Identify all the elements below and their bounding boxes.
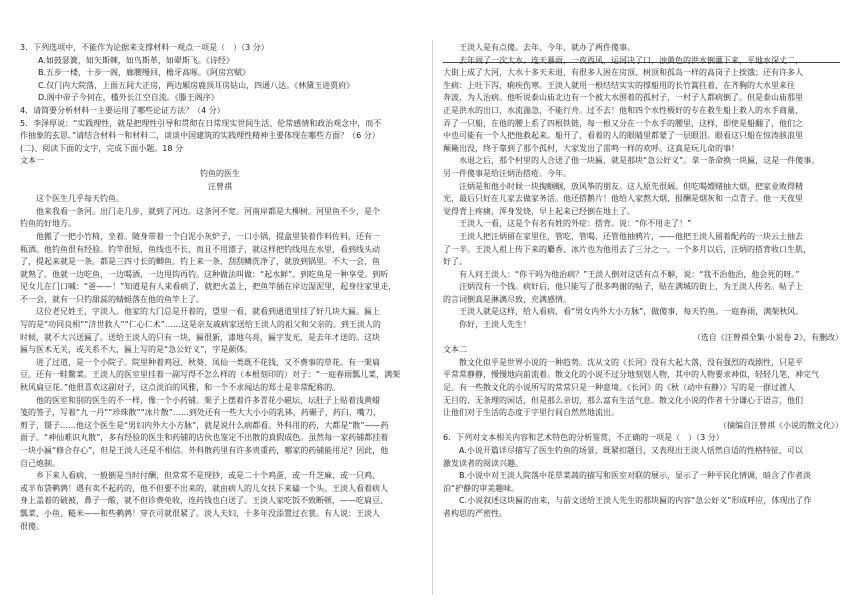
paragraph-line: 的言词倒真是淋漓尽致，充满感情。 (443, 294, 571, 304)
question-3-option-a[interactable]: A.如鼓瑟簧，如矢斯棘，如鸟斯革，如翚斯飞。《诗经》 (38, 55, 234, 65)
paragraph-line: 不一会，就有一只钓甜蕊的蜻蜓落在他的鱼竿上了。 (20, 294, 204, 304)
paragraph-line: 弄了一只船，在他的腰上系了四根铁链，每一根又分在一个水手的腰里，这样，即使是船翻了，他们之 (443, 118, 803, 128)
paragraph (20, 231, 420, 307)
paragraph-line: 大街上成了大河，大水十多天未退，有很多人困在房顶、树顶和孤岛一样的高岗子上挨饿；还有许多人 (443, 68, 803, 78)
paragraph-line: 见女儿在门口喊：“爸——！”知道是有人来看病了，就把火盖上，把鱼竿插在岸边湿泥里，起身往家里走， (20, 282, 397, 292)
paragraph (443, 357, 843, 420)
paragraph-line: 一块小匾“修合存心”，但是王淡人还是不相信。外科散药里有许多贵重药，哪家的药铺能用足？因此，他 (20, 446, 389, 455)
paragraph-line: 他搬了一把小竹椅，坐着。随身带着一个白泥小灰炉子，一口小锅，提盒里装着作料佐料，还有一 (36, 231, 380, 241)
question-5-line: 作抽象的玄思。”请结合材料一和材料二，谈谈中国建筑的实践理性精神主要体现在哪些方面？（6 分） (20, 131, 380, 141)
paragraph-line: 他来我看一条河。出门走几步，就到了河边。这条河不宽。河南岸都是大柳树。河里鱼不少，是个 (36, 206, 380, 216)
paragraph-line: 有人问王淡人：“你干吗为他治病？”王淡人倒对这话有点不解，说：“我不治他治，他会死的呀。” (459, 269, 800, 279)
column-divider (432, 40, 433, 595)
question-3-option-b[interactable]: B.五步一楼，十步一阁，廊腰缦回，檐牙高啄。《阿房宫赋》 (38, 68, 251, 78)
paragraph-line: 豆。还有一畦鳖菜。王淡人的医室里挂着一副写得不怎么样的（本根刻印的）对子：“一庭春雨瓢儿菜，满架 (20, 370, 401, 380)
paragraph (443, 269, 843, 282)
paragraph-line: 足。有一些散文化的小说所写的常常只是一种意境。《长河》的《秋（动中有静）》写的是一群过渡人 (443, 383, 795, 393)
paragraph (443, 42, 843, 55)
question-5 (20, 118, 420, 143)
paragraph-line: 汪炳没有一个钱。病好后，他只能写了很多鸣谢的帖子，贴在满城的街上，为王淡人传名。帖子上 (459, 282, 803, 292)
paragraph-line: 王淡人把汪炳留在家里住，管吃，管喝，还管他抽鸦片，——他把王淡人留着配药的一块云土抽去 (459, 231, 803, 241)
paragraph-line: 平常常静静，慢慢地向前流着。散文化的小说不过分地刻划人物，其中的人物要求神似，轻轻几笔，神完气 (443, 370, 819, 380)
paragraph (443, 306, 843, 319)
paragraph-line: 了一半。王淡人祖上传下来的麝香、冰片也为他用去了三分之一。一个多月以后，汪炳的搭背收口生肌， (443, 244, 811, 254)
paragraph-line: 进了过道，是一个小院子。院里种着鸡冠、秋葵、凤仙一类既不花钱，又不费事的草花。有一架扁 (36, 357, 380, 367)
paragraph-line: 瓢菜、小鱼、糙米——和些鹌鹑！穿衣可就很紧了。淡人夫妇，十多年没添置过衣裳。有人说：王淡人 (20, 508, 380, 518)
paragraph-line: 时候，就不大兴送匾了。送给王淡人的只有一块，匾很新，漆地乌亮，匾字发光，是去年才送的。这块 (20, 332, 380, 342)
paragraph (443, 319, 843, 332)
paragraph-line: 自己炮制。 (20, 458, 60, 468)
question-6-option-c-cont: 者构思的严密性。 (443, 508, 507, 518)
paragraph (443, 55, 843, 156)
question-5-line: 5．李泽厚说：“实践理性，就是把理性引导和贯彻在日常现实世间生活、伦常感情和政治观念中，而不 (20, 118, 382, 128)
text1-label: 文本一 (20, 156, 44, 166)
paragraph (20, 395, 420, 471)
paragraph-line: 身上盖着的破被，鼻子一酸，就不但诊费免收，连药钱也白送了。王淡人家吃饭不致断顿，——吃扁豆、 (20, 496, 388, 506)
question-6-option-a-cont: 激发读者的阅读兴趣。 (443, 458, 523, 468)
paragraph-line: 颠簸出没，终于靠到了那个孤村，大家发出了雷鸣一样的欢呼。这真是玩儿命的事！ (443, 143, 739, 153)
paragraph-line: 匾与医术无关，或关系不大，匾上写的是“急公好义”，字是颜体。 (20, 345, 253, 355)
paragraph (443, 155, 843, 180)
question-6-option-b-cont: 泊“护静的审美趣味。 (443, 483, 520, 493)
text2-body (443, 357, 843, 420)
story-title: 钓鱼的医生 (200, 168, 240, 178)
paragraph (443, 281, 843, 306)
text2-label: 文本二 (443, 345, 467, 355)
paragraph-line: 或半布袋鹌鹑！遇有卖不起药的，他不但要不出来的，就由病人的儿女扶下来磕一个头。王淡人看着病人 (20, 483, 388, 493)
paragraph-line: 剪子，镊子……他这个医生是“男妇内外大小方脉”，就是说什么病都看。外科用的药，大都是“散”——药 (20, 420, 389, 430)
paragraph (443, 181, 843, 219)
paragraph-line: 奔波，为人治病。他听说泰山庙北边有一个被大水围着的孤村子，一村子人都病倒了。但是泰山庙那里 (443, 93, 803, 103)
paragraph-line: 写的是“功同良相”“济世救人”“仁心仁术”……这是亲友戚病家送给王淡人的祖父和父亲的。到王淡人的 (20, 320, 381, 330)
question-3-stem: 3．下列选项中，不能作为论据来支撑材料一观点一项是（ ）（3 分） (20, 43, 269, 52)
paragraph-line: 中也可能有一个人把他救起来。船开了，看着的人的眼睛里都蒙了一层眼泪。眼看这只船在惊涛骇浪里 (443, 131, 803, 141)
question-3-option-c[interactable]: C.仅门内大院落，上面五间大正房，两边厢房鹿顶耳房钻山，四通八达。《林黛玉进贾府》 (38, 80, 355, 90)
paragraph-line: 钓鱼的好地方。 (20, 219, 76, 229)
paragraph-line: 面子。“神仙难识丸散”，多有经验的医生和药铺的店伙也鉴定不出散的真假成色。虽然每一家药铺都挂着 (20, 433, 389, 443)
story-author: 汪曾祺 (208, 181, 232, 191)
paragraph (20, 357, 420, 395)
paragraph-line: 就熟了。他就一边吃鱼，一边喝酒，一边甩钩再钓。这种做法叫做：“起水鲜”。到吃鱼是一种享受。到听 (20, 269, 389, 279)
paragraph-line: 秋风扁豆花。”他很喜欢这副对子，这点淡泊的风雅，和一个不求闻达的郑士是非常配称的。 (20, 383, 341, 393)
right-column (443, 42, 843, 521)
paragraph-line: 去年闹了一次大水。连天暴雨，一夜西风，运河决了口，浊黄色的洪水倒灌下来，平地水深丈二， (459, 55, 803, 65)
question-6-stem: 6．下列对文本相关内容和艺术特色的分析鉴赏，不正确的一项是（ ）（3 分） (443, 433, 724, 443)
paragraph-line: 光，最后只好在儿家去做家务活。他还搭鹅片！他给人家熬大烟，报酬是烟灰和一点青子。他一天夜里 (443, 194, 803, 204)
text2-source: （摘编自汪曾祺《小说的散文化》） (719, 420, 843, 430)
question-6-option-a[interactable]: A.小说开篇详尽描写了医生钓鱼的场景，既紧扣题目，又表现出王淡人恬然自适的性格特征，可以 (459, 446, 803, 455)
paragraph-line: 另一件傻事是给汪炳治搭疮。今年。 (443, 168, 571, 178)
paragraph-line: 好了。 (443, 257, 467, 267)
left-column (20, 42, 420, 533)
paragraph-line: 王淡人就是这样，给人看病，看“男女内外大小方脉”，做傻事，每天钓鱼。一庭春雨，满架秋风。 (459, 307, 804, 317)
paragraph (443, 231, 843, 269)
paragraph-line: 很傻。 (20, 521, 44, 531)
paragraph (20, 306, 420, 356)
paragraph (20, 470, 420, 533)
paragraph-line: 汪炳是和他小时候一块掏蝈蝈，放风筝的朋友。这人原先很阔。但吃喝嫖赌抽大烟，把家业败得精 (459, 181, 803, 191)
paragraph (443, 218, 843, 231)
section-heading: (二)、阅读下面的文字，完成下面小题。18 分 (20, 143, 183, 153)
paragraph (20, 193, 420, 206)
paragraph-line: 觉得背上疼痛，浑身发烧，早上起来已经倒在地上了。 (443, 206, 635, 216)
question-6-option-b[interactable]: B.小说中对王淡人院落中花草菜蔬的描写和医室对联的展示，显示了一种平民化情调，暗含了作者淡 (459, 471, 812, 481)
question-3 (20, 42, 420, 105)
paragraph-line: 这位老兄姓王，字淡人。他家的大门总是开着的，望里一看，就看到通道里挂了好几块大匾。匾上 (36, 307, 380, 317)
paragraph-line: 正是洪水的出口，水流湍急，不能行舟。过不去！他和四个水性极好的专在救生船上救人的水手商量， (443, 105, 803, 115)
paragraph-line: 你好，王淡人先生！ (459, 320, 531, 330)
story-body-continued (443, 42, 843, 332)
paragraph-line: 瓶酒。他钓鱼很有经验。钓竿很短，鱼线也不长，而且不用漂子，就这样把钓线甩在水里，看到线头动 (20, 244, 380, 254)
paragraph-line: 无目的、无条理的闲话，但是那么亲切，那么富有生活气息。散文化小说的作者十分谦心于语言，他们 (443, 395, 803, 405)
paragraph-line: 乡下来人看病，一般倒是当时付酬，但常常不是现钞，或是二十个鸡蛋，或一升芝麻、或一只鸡、 (36, 471, 380, 481)
paragraph-line: 让他们对于生活的态度于字里行间自然然地流出。 (443, 408, 619, 418)
question-6-option-c[interactable]: C.小说叙述这块匾的由来，与前文送给王淡人先生的那块匾的内容“急公好义”形成呼应，体现出了作 (459, 496, 812, 506)
question-3-option-d[interactable]: D.阁中帝子今何在，槛外长江空自流。《滕王阁序》 (38, 93, 219, 103)
question-4: 4．请简要分析材料一主要运用了哪些论证方法？（4 分） (20, 105, 225, 115)
question-6 (443, 432, 843, 520)
paragraph-line: 这个医生几乎每天钓鱼。 (36, 194, 124, 204)
paragraph-line: 他的医室和别的医生的不一样，像一个小药铺。架子上摆着许多青花小磁坛，坛肚子上贴着浅黄蜡 (36, 395, 380, 405)
paragraph-line: 水退之后，那个村里的人合送了他一块匾，就是那块“急公好义”。拿一条命换一块匾，这是一件傻事。 (459, 156, 820, 166)
paragraph-line: 了，提起来就是一条。都是三四寸长的鲫鱼。钓上来一条，刮刮鳞洗净了，就放到锅里。不大一会，鱼 (20, 257, 380, 267)
story-body (20, 193, 420, 533)
paragraph-line: 王淡人是有点傻。去年、今年，就办了两件傻事。 (459, 43, 635, 52)
paragraph-line: 王淡人一看，这是个有名有姓的外症：搭背。说：“你不用走了！” (459, 219, 692, 229)
paragraph-line: 生病：上吐下泻，痢疾伤寒。王淡人就用一根结结实实的撑船用的长竹篙拄着，在齐胸的大水里来往 (443, 80, 795, 90)
text1-source: （选自《汪曾祺全集·小说卷 2》，有删改） (692, 332, 843, 342)
paragraph (20, 206, 420, 231)
paragraph-line: 笺的签子，写着“九一丹”“珍珠散”“冰片散”……到处还有一些大大小小的乳钵，药碾子，药臼，嘴刀， (20, 408, 381, 418)
paragraph-line: 散文化似乎是世界小说的一种趋势。沈从文的《长河》没有大起大落，没有强烈的戏剧性，只是平 (459, 357, 803, 367)
